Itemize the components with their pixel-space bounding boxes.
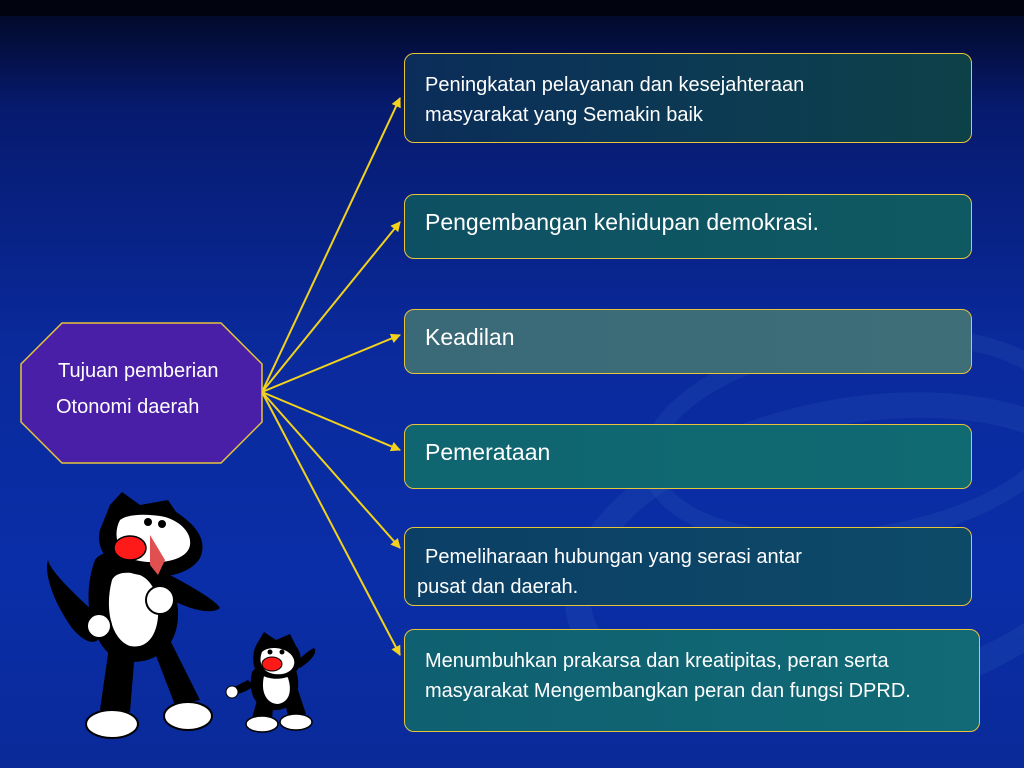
- goal-5-line-1: Pemeliharaan hubungan yang serasi antar: [425, 546, 802, 568]
- goal-1-line-2: masyarakat yang Semakin baik: [425, 104, 703, 126]
- goal-4-text: Pemerataan: [425, 439, 551, 465]
- goal-6-line-1: Menumbuhkan prakarsa dan kreatipitas, peran serta: [425, 650, 889, 672]
- goal-6-line-2: masyarakat Mengembangkan peran dan fungsi DPRD.: [425, 680, 911, 702]
- big-cat-figure: [47, 492, 220, 738]
- center-node-line-1: Tujuan pemberian: [58, 360, 219, 382]
- goal-2-text: Pengembangan kehidupan demokrasi.: [425, 209, 819, 235]
- goal-3-text: Keadilan: [425, 324, 515, 350]
- small-cat-figure: [226, 632, 315, 732]
- center-node-line-2: Otonomi daerah: [56, 396, 200, 418]
- goal-5-line-2: pusat dan daerah.: [417, 576, 579, 598]
- goal-1-line-1: Peningkatan pelayanan dan kesejahteraan: [425, 74, 805, 96]
